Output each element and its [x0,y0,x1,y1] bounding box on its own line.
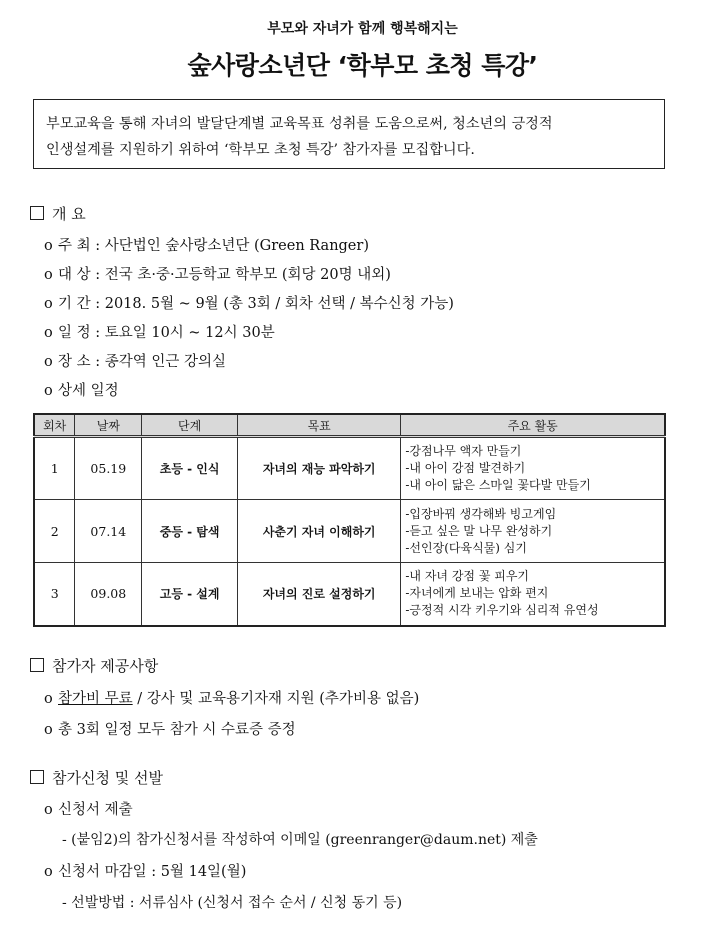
schedule-table [33,413,666,627]
header-goal: 목표 [237,414,400,437]
bullet-icon: o [44,691,53,707]
cell-stage: 중등 - 탐색 [142,500,238,563]
benefits-item-text: 총 3회 일정 모두 참가 시 수료증 증정 [58,722,296,738]
section-heading-text: 개 요 [52,205,86,223]
bullet-icon: o [44,325,53,341]
benefits-item [44,687,419,708]
activity-item: -입장바꿔 생각해봐 빙고게임 [405,506,557,521]
bullet-icon: o [44,383,53,399]
table-header-row [34,414,665,437]
header-round: 회차 [34,414,75,437]
activity-item: -내 아이 닮은 스마일 꽃다발 만들기 [405,478,591,492]
intro-line: 부모교육을 통해 자녀의 발달단계별 교육목표 성취를 도움으로써, 청소년의 긍정적 [46,116,553,132]
section-benefits-heading [30,655,158,676]
bullet-icon: o [44,267,53,283]
cell-date: 09.08 [75,563,142,626]
activity-item: -내 자녀 강점 꽃 피우기 [405,569,530,584]
checkbox-square-icon [30,206,44,220]
activity-item: -내 아이 강점 발견하기 [405,461,526,475]
intro-line: 인생설계를 지원하기 위하여 ‘학부모 초청 특강’ 참가자를 모집합니다. [46,142,475,158]
overview-item [44,234,369,255]
cell-activities [401,500,665,563]
page-title: 숲사랑소년단 ‘학부모 초청 특강’ [187,51,538,80]
overview-item [44,263,391,284]
bullet-icon: o [44,354,53,370]
free-fee-text: 참가비 무료 [58,691,133,707]
overview-item [44,321,275,342]
overview-item [44,350,226,371]
activity-item: -긍정적 시각 키우기와 심리적 유연성 [405,603,599,618]
overview-item-text: 대 상 : 전국 초·중·고등학교 학부모 (회당 20명 내외) [58,267,391,283]
cell-date: 05.19 [75,437,142,500]
section-heading-text: 참가신청 및 선발 [52,769,163,787]
checkbox-square-icon [30,770,44,784]
overview-item-text: 상세 일정 [58,383,119,399]
cell-activities [401,563,665,626]
cell-goal: 사춘기 자녀 이해하기 [237,500,400,563]
bullet-icon: o [44,802,53,818]
checkbox-square-icon [30,658,44,672]
application-item-text: 신청서 제출 [58,802,133,818]
benefits-item [44,718,296,739]
table-row [34,563,665,626]
benefits-item-text: / 강사 및 교육용기자재 지원 (추가비용 없음) [132,691,420,707]
application-item [44,798,133,819]
overview-item-text: 장 소 : 종각역 인근 강의실 [58,354,227,370]
bullet-icon: o [44,864,53,880]
bullet-icon: o [44,238,53,254]
bullet-icon: o [44,296,53,312]
application-subitem: - (붙임2)의 참가신청서를 작성하여 이메일 (greenranger@daum.net) 제출 [62,832,538,848]
cell-activities [401,437,665,500]
activity-item: -선인장(다육식물) 심기 [405,540,527,555]
table-row [34,500,665,563]
overview-item-text: 주 최 : 사단법인 숲사랑소년단 (Green Ranger) [58,238,369,254]
cell-round: 1 [34,437,75,500]
application-item-text: 신청서 마감일 : 5월 14일(월) [58,864,247,880]
subtitle: 부모와 자녀가 함께 행복해지는 [267,21,458,37]
activity-item: -자녀에게 보내는 압화 편지 [405,586,549,601]
section-application-heading [30,767,163,788]
section-heading-text: 참가자 제공사항 [52,657,159,675]
activity-item: -듣고 싶은 말 나무 완성하기 [405,523,553,538]
overview-item-text: 일 정 : 토요일 10시 ~ 12시 30분 [58,325,275,341]
cell-stage: 고등 - 설계 [142,563,238,626]
table-row [34,437,665,500]
application-item [44,860,246,881]
bullet-icon: o [44,722,53,738]
overview-item [44,292,454,313]
application-subitem: - 선발방법 : 서류심사 (신청서 접수 순서 / 신청 동기 등) [62,895,403,911]
header-date: 날짜 [75,414,142,437]
cell-goal: 자녀의 진로 설정하기 [237,563,400,626]
cell-goal: 자녀의 재능 파악하기 [237,437,400,500]
overview-item [44,379,119,400]
activity-item: -강점나무 액자 만들기 [405,444,522,458]
header-activities: 주요 활동 [401,414,665,437]
cell-round: 2 [34,500,75,563]
intro-box [33,99,665,169]
section-overview-heading [30,203,86,224]
cell-date: 07.14 [75,500,142,563]
cell-round: 3 [34,563,75,626]
cell-stage: 초등 - 인식 [142,437,238,500]
overview-item-text: 기 간 : 2018. 5월 ~ 9월 (총 3회 / 회차 선택 / 복수신청 가능) [58,296,454,312]
header-stage: 단계 [142,414,238,437]
